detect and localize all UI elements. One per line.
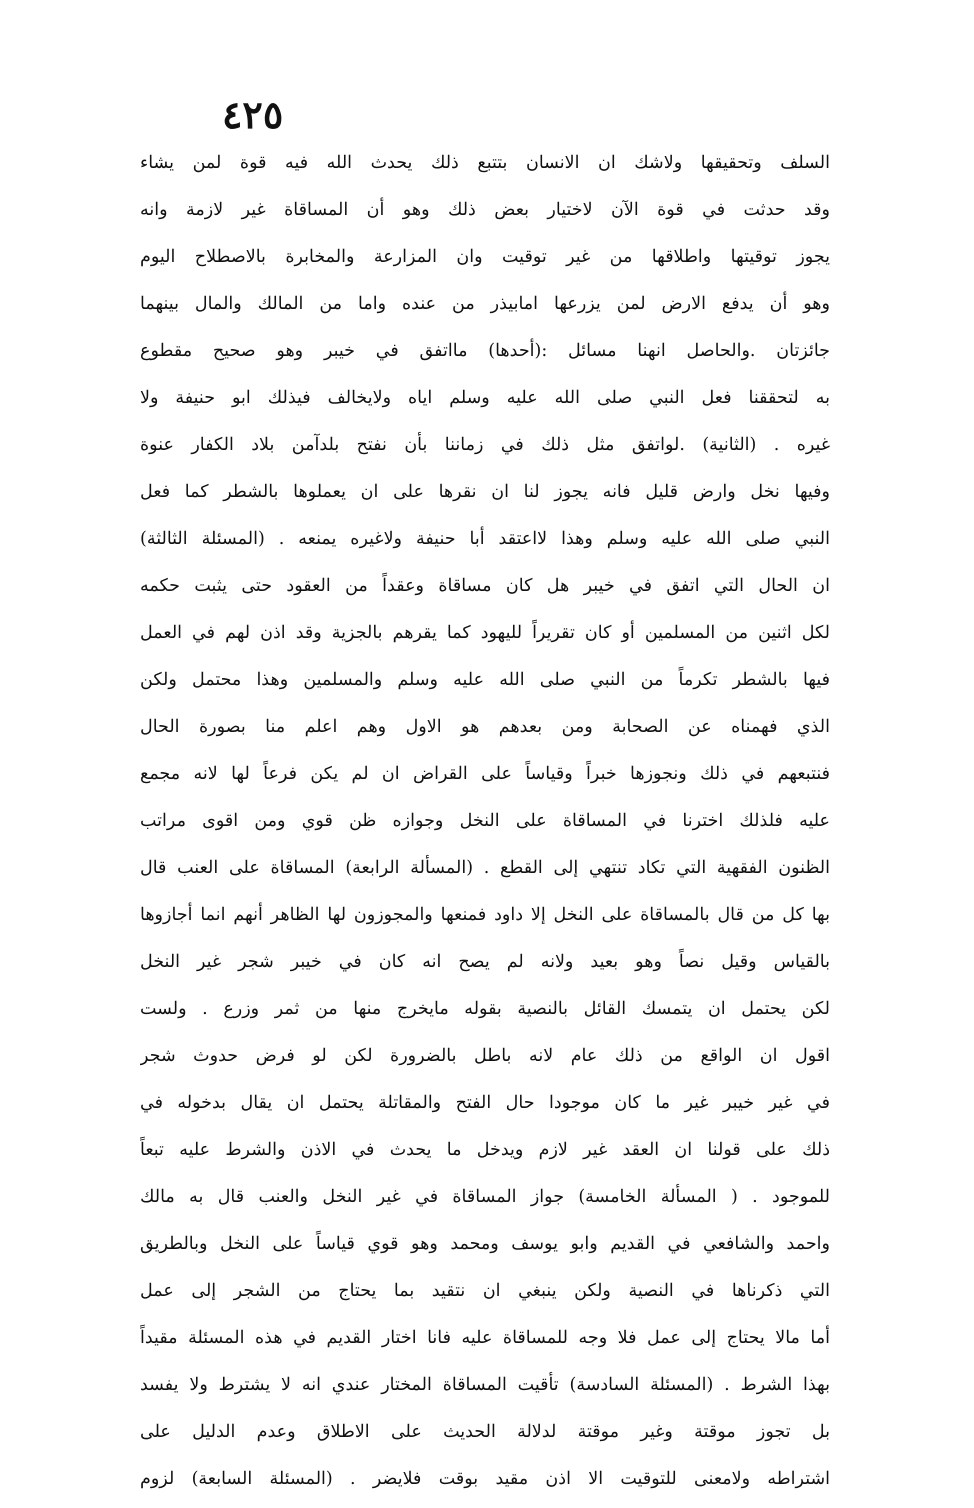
text-line: الظنون الفقهية التي تكاد تنتهي إلى القطع . (المسألة الرابعة) المساقاة على العنب قال bbox=[140, 858, 830, 878]
text-line: يجوز توقيتها واطلاقها من غير توقيت وان المزارعة والمخابرة بالاصطلاح اليوم bbox=[140, 247, 830, 267]
text-line: غيره . (الثانية) .لواتفق مثل ذلك في زماننا بأن نفتح بلدآمن بلاد الكفار عنوة bbox=[140, 435, 830, 455]
page-number: ٤٢٥ bbox=[222, 92, 284, 137]
text-line: واحمد والشافعي في القديم وابو يوسف ومحمد وهو قوي قياساً على النخل وبالطريق bbox=[140, 1234, 830, 1254]
text-line: للموجود . ( المسألة الخامسة) جواز المساقاة في غير النخل والعنب قال به مالك bbox=[140, 1187, 830, 1207]
text-line: النبي صلى الله عليه وسلم وهذا لااعتقد أبا حنيفة ولاغيره يمنعه . (المسئلة الثالثة) bbox=[140, 529, 830, 549]
text-line: اقول ان الواقع من ذلك عام لانه باطل بالضرورة لكن لو فرض حدوث شجر bbox=[140, 1046, 830, 1066]
text-line: الذي فهمناه عن الصحابة ومن بعدهم هو الاول وهم اعلم منا بصورة الحال bbox=[140, 717, 830, 737]
text-line: وفيها نخل وارض قليل فانه يجوز لنا ان نقرها على ان يعملوها بالشطر كما فعل bbox=[140, 482, 830, 502]
text-line: السلف وتحقيقها ولاشك ان الانسان بتتبع ذلك يحدث الله فيه قوة لمن يشاء bbox=[140, 153, 830, 173]
text-line: بهذا الشرط . (المسئلة السادسة) تأقيت المساقاة المختار عندي انه لا يشترط ولا يفسد bbox=[140, 1375, 830, 1395]
text-line: جائزتان .والحاصل انهنا مسائل :(أحدها) مااتفق في خيبر وهو صحيح مقطوع bbox=[140, 341, 830, 361]
text-line: ذلك على قولنا ان العقد غير لازم ويدخل ما يحدث في الاذن والشرط عليه تبعاً bbox=[140, 1140, 830, 1160]
text-line: بها كل من قال بالمساقاة على النخل إلا داود فمنعها والمجوزون لها الظاهر أنهم انما أجازوها bbox=[140, 905, 830, 925]
text-line: فيها بالشطر تكرماً من النبي صلى الله عليه وسلم والمسلمين وهذا محتمل ولكن bbox=[140, 670, 830, 690]
text-line: بل تجوز موقتة وغير موقتة لدلالة الحديث على الاطلاق وعدم الدليل على bbox=[140, 1422, 830, 1442]
text-line: أما مالا يحتاج إلى عمل فلا وجه للمساقاة عليه فانا اختار القديم في هذه المسئلة مقيداً bbox=[140, 1328, 830, 1348]
text-line: وهو أن يدفع الارض لمن يزرعها امابيذر من عنده واما من المالك والمال بينهما bbox=[140, 294, 830, 314]
text-line: اشتراطه ولامعنى للتوقيت الا اذن مقيد بوقت فلايضر . (المسئلة السابعة) لزوم bbox=[140, 1469, 830, 1489]
text-line: ان الحال التي اتفق في خيبر هل كان مساقاة وعقداً من العقود حتى يثبت حكمه bbox=[140, 576, 830, 596]
text-line: التي ذكرناها في النصية ولكن ينبغي ان نتقيد بما يحتاج من الشجر إلى عمل bbox=[140, 1281, 830, 1301]
text-line: به لتحققنا فعل النبي صلى الله عليه وسلم اياه ولايخالف فيذلك ابو حنيفة ولا bbox=[140, 388, 830, 408]
text-line: عليه فلذلك اخترنا في المساقاة على النخل وجوازه ظن قوي ومن اقوى مراتب bbox=[140, 811, 830, 831]
text-line: فنتبعهم في ذلك ونجوزها خبراً وقياساً على القراض ان لم يكن فرعاً لها لانه مجمع bbox=[140, 764, 830, 784]
text-line: وقد حدثت في قوة الآن لاختيار بعض ذلك وهو أن المساقاة غير لازمة وانه bbox=[140, 200, 830, 220]
text-line: لكن يحتمل ان يتمسك القائل بالنصية بقوله مايخرج منها من ثمر وزرع . ولست bbox=[140, 999, 830, 1019]
text-line: في غير خيبر غير ما كان موجودا حال الفتح والمقاتلة يحتمل ان يقال بدخوله في bbox=[140, 1093, 830, 1113]
text-line: بالقياس وقيل نصاً وهو بعيد ولانه لم يصح انه كان في خيبر شجر غير النخل bbox=[140, 952, 830, 972]
body-text bbox=[140, 145, 830, 1508]
text-line: لكل اثنين من المسلمين أو كان تقريراً لليهود كما يقرهم بالجزية وقد اذن لهم في العمل bbox=[140, 623, 830, 643]
